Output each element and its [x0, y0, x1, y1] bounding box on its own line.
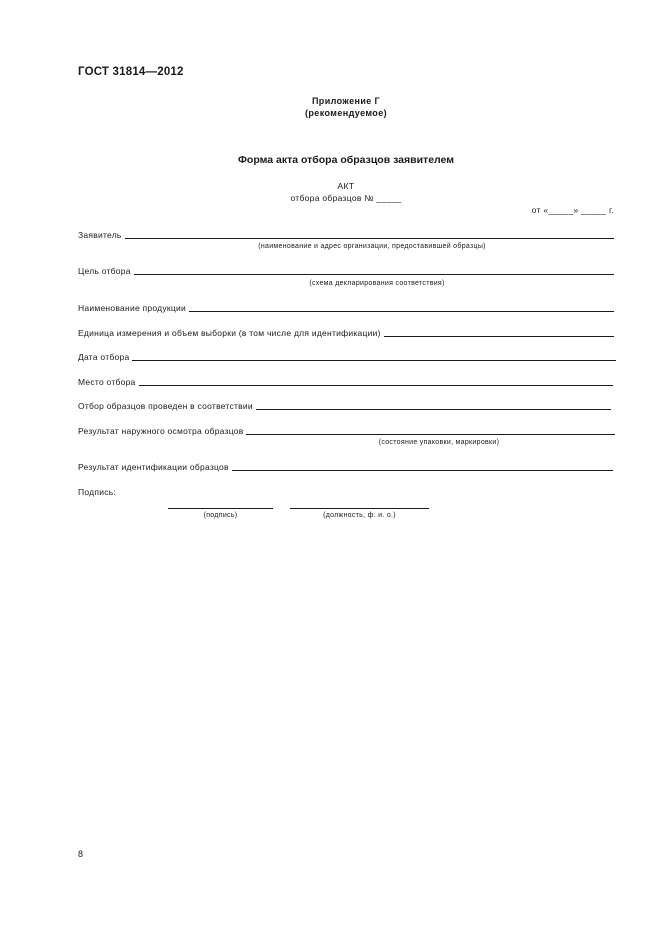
field-label: Цель отбора [78, 266, 131, 276]
field-unit-sample-size [78, 327, 614, 339]
field-label: Место отбора [78, 377, 136, 387]
signature-label: Подпись: [78, 487, 117, 497]
field-sampling-date [78, 351, 616, 363]
act-title: АКТ [337, 181, 355, 191]
signature-line[interactable] [168, 508, 273, 509]
fill-line[interactable] [232, 470, 613, 471]
field-product-name [78, 302, 614, 314]
field-hint: (наименование и адрес организации, предоставившей образцы) [258, 243, 486, 250]
position-name-hint: (должность, ф. и. о.) [323, 512, 396, 519]
position-name-line[interactable] [290, 508, 429, 509]
fill-line[interactable] [256, 409, 611, 410]
field-hint: (схема декларирования соответствия) [309, 280, 445, 287]
fill-line[interactable] [384, 336, 614, 337]
field-label: Результат наружного осмотра образцов [78, 426, 244, 436]
field-label: Наименование продукции [78, 303, 186, 313]
fill-line[interactable] [246, 434, 615, 435]
field-visual-inspection [78, 425, 615, 437]
fill-line[interactable] [139, 385, 613, 386]
annex-status: (рекомендуемое) [305, 108, 387, 118]
fill-line[interactable] [125, 238, 614, 239]
standard-header: ГОСТ 31814—2012 [78, 66, 184, 78]
field-hint: (состояние упаковки, маркировки) [378, 439, 500, 446]
field-label: Отбор образцов проведен в соответствии [78, 401, 253, 411]
field-label: Дата отбора [78, 352, 130, 362]
fill-line[interactable] [132, 360, 616, 361]
form-title: Форма акта отбора образцов заявителем [237, 154, 455, 166]
field-label: Заявитель [78, 230, 122, 240]
act-number: отбора образцов № _____ [290, 193, 402, 203]
field-label: Единица измерения и объем выборки (в том числе для идентификации) [78, 328, 381, 338]
field-identification-result [78, 461, 613, 473]
annex-title: Приложение Г [311, 96, 381, 106]
field-applicant [78, 229, 614, 241]
act-date: от «_____» _____ г. [531, 205, 614, 215]
field-sampling-basis [78, 400, 611, 412]
fill-line[interactable] [134, 274, 614, 275]
fill-line[interactable] [189, 311, 614, 312]
field-sampling-place [78, 376, 613, 388]
field-purpose [78, 265, 614, 277]
signature-hint: (подпись) [203, 512, 238, 519]
page-number: 8 [78, 849, 84, 859]
field-label: Результат идентификации образцов [78, 462, 229, 472]
